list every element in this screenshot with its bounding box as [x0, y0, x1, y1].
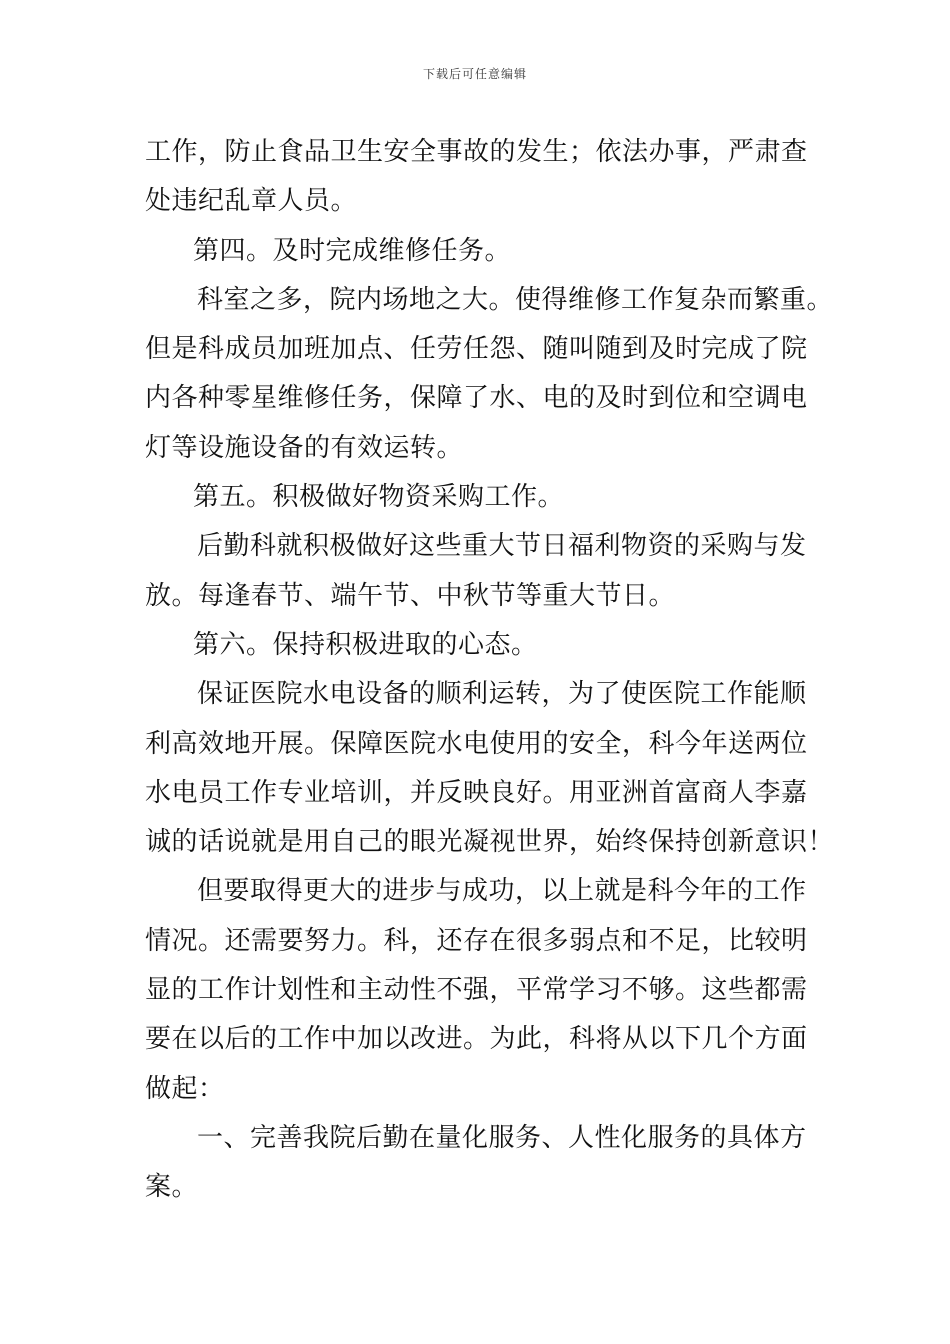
text-line: 利高效地开展。保障医院水电使用的安全，科今年送两位 [145, 728, 808, 759]
text-line: 做起： [145, 1073, 225, 1104]
text-line: 要在以后的工作中加以改进。为此，科将从以下几个方面 [145, 1024, 808, 1055]
text-line: 诚的话说就是用自己的眼光凝视世界，始终保持创新意识！ [145, 827, 835, 858]
text-line: 情况。还需要努力。科，还存在很多弱点和不足，比较明 [145, 925, 808, 956]
text-line: 但要取得更大的进步与成功，以上就是科今年的工作 [197, 876, 807, 907]
text-line: 案。 [145, 1172, 199, 1203]
text-line: 但是科成员加班加点、任劳任怨、随叫随到及时完成了院 [145, 334, 808, 365]
document-body [145, 128, 835, 1213]
text-line: 放。每逢春节、端午节、中秋节等重大节日。 [145, 580, 676, 611]
text-line: 灯等设施设备的有效运转。 [145, 432, 464, 463]
text-line: 显的工作计划性和主动性不强，平常学习不够。这些都需 [145, 975, 808, 1006]
text-line: 工作，防止食品卫生安全事故的发生；依法办事，严肃查 [145, 137, 808, 167]
text-line: 后勤科就积极做好这些重大节日福利物资的采购与发 [197, 531, 807, 562]
section-heading: 第五。积极做好物资采购工作。 [193, 482, 565, 513]
text-line: 保证医院水电设备的顺利运转，为了使医院工作能顺 [197, 679, 807, 710]
text-line: 科室之多，院内场地之大。使得维修工作复杂而繁重。 [197, 284, 834, 315]
section-heading: 第四。及时完成维修任务。 [193, 235, 512, 266]
text-line: 处违纪乱章人员。 [145, 186, 358, 217]
section-heading: 第六。保持积极进取的心态。 [193, 629, 538, 660]
text-line: 一、完善我院后勤在量化服务、人性化服务的具体方 [197, 1122, 807, 1153]
text-line: 水电员工作专业培训，并反映良好。用亚洲首富商人李嘉 [145, 777, 808, 808]
page-header-note: 下载后可任意编辑 [422, 67, 527, 81]
text-line: 内各种零星维修任务，保障了水、电的及时到位和空调电 [145, 383, 808, 414]
